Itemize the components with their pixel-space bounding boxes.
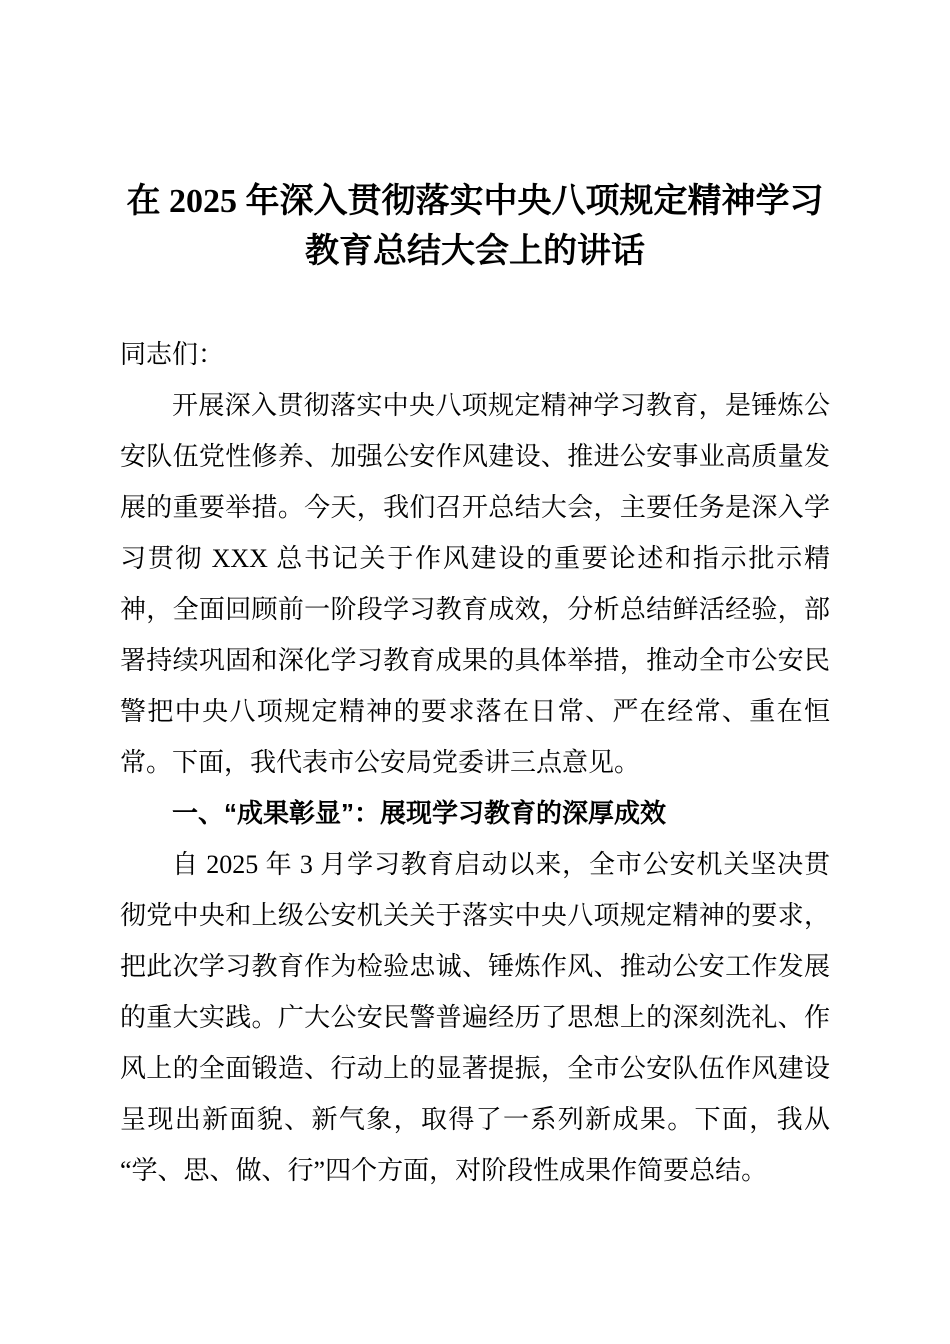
salutation-line: 同志们：: [120, 340, 225, 369]
section-1-heading: 一、“成果彰显”：展现学习教育的深厚成效: [172, 798, 667, 828]
paragraph-introduction: 开展深入贯彻落实中央八项规定精神学习教育，是锤炼公安队伍党性修养、加强公安作风建设、推进公安事业高质量发展的重要举措。今天，我们召开总结大会，主要任务是深入学习贯彻 XXX 总书记关于作风建设的重要论述和指示批示精神，全面回顾前一阶段学习教育成效，分析总结鲜活经验，部署持续巩固和深化学习教育成果的具体举措，推动全市公安民警把中央八项规定精神的要求落在日常、严在经常、重在恒常。下面，我代表市公安局党委讲三点意见。: [120, 391, 830, 777]
document-body: [120, 329, 830, 1196]
document-title: 在 2025 年深入贯彻落实中央八项规定精神学习教育总结大会上的讲话: [126, 183, 824, 270]
paragraph-section-1: 自 2025 年 3 月学习教育启动以来，全市公安机关坚决贯彻党中央和上级公安机关关于落实中央八项规定精神的要求，把此次学习教育作为检验忠诚、锤炼作风、推动公安工作发展的重大实践。广大公安民警普遍经历了思想上的深刻洗礼、作风上的全面锻造、行动上的显著提振，全市公安队伍作风建设呈现出新面貌、新气象，取得了一系列新成果。下面，我从“学、思、做、行”四个方面，对阶段性成果作简要总结。: [120, 850, 830, 1185]
